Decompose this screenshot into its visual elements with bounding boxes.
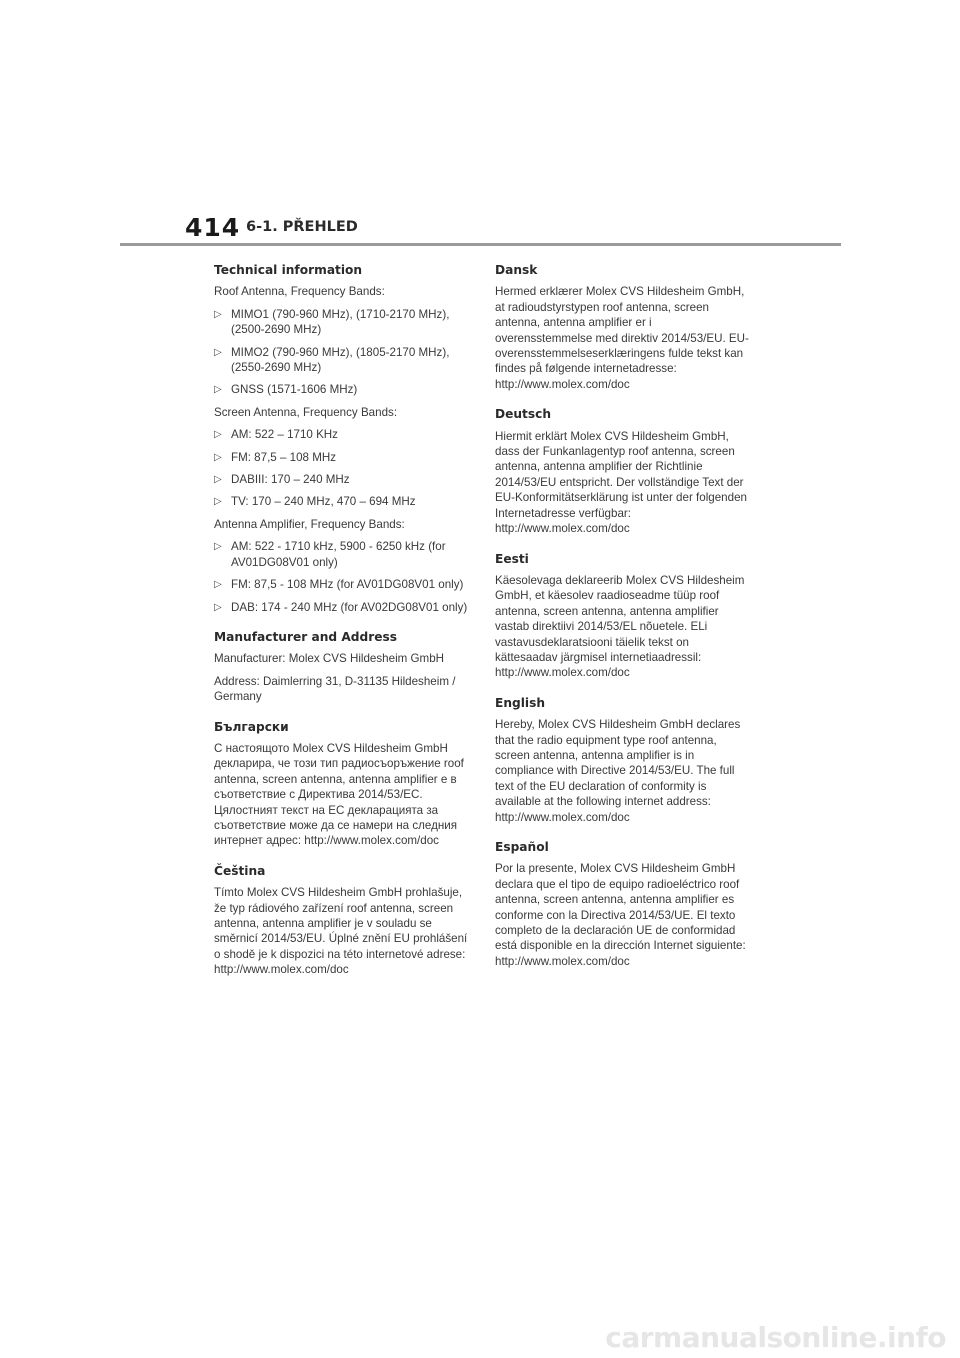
triangle-right-icon: ▷ [214,308,222,320]
triangle-right-icon: ▷ [214,474,222,486]
english-heading: English [495,695,546,710]
czech-text: Tímto Molex CVS Hildesheim GmbH prohlašuje, že typ rádiového zařízení roof antenna, screen antenna, antenna amplifier je v souladu se směrnicí 2014/53/EU. Úplné znění EU prohlášení o shodě je k dispozici na této internetové adrese: http://www.molex.com/doc [214,886,468,977]
page-number: 414 [185,213,241,242]
triangle-right-icon: ▷ [214,496,222,508]
triangle-right-icon: ▷ [214,541,222,553]
list-item: ▷ GNSS (1571-1606 MHz) [214,383,358,397]
manufacturer-heading: Manufacturer and Address [214,629,398,644]
header-rule [120,243,841,246]
right-column [495,263,750,976]
triangle-right-icon: ▷ [214,429,222,441]
bulgarian-heading: Български [214,719,289,734]
list-item: ▷ FM: 87,5 - 108 MHz (for AV01DG08V01 only) [214,578,464,592]
german-text: Hiermit erklärt Molex CVS Hildesheim GmbH, dass der Funkanlagentyp roof antenna, screen antenna, antenna amplifier der Richtlinie 2014/53/EU entspricht. Der vollständige Text der EU-Konformitätserklärung ist unter der folgenden Internetadresse verfügbar: http://www.molex.com/doc [495,429,747,536]
list-item: ▷ MIMO2 (790-960 MHz), (1805-2170 MHz), (2550-2690 MHz) [214,345,450,375]
triangle-right-icon: ▷ [214,384,222,396]
czech-heading: Čeština [214,863,266,878]
list-item: ▷ AM: 522 – 1710 KHz [214,428,338,442]
list-item: ▷ MIMO1 (790-960 MHz), (1710-2170 MHz), (2500-2690 MHz) [214,307,450,337]
watermark: carmanualsonline.info [605,1321,946,1354]
danish-text: Hermed erklærer Molex CVS Hildesheim GmbH, at radioudstyrstypen roof antenna, screen antenna, antenna amplifier er i overensstemmelse med direktiv 2014/53/EU. EU-overensstemmelseserklæringens fulde tekst kan findes på følgende internetadresse: http://www.molex.com/doc [495,285,749,391]
address-text: Address: Daimlerring 31, D-31135 Hildesheim / Germany [214,674,456,704]
manufacturer-text: Manufacturer: Molex CVS Hildesheim GmbH [214,652,445,666]
left-column [214,263,474,985]
danish-heading: Dansk [495,263,538,277]
german-heading: Deutsch [495,407,552,422]
spanish-heading: Español [495,840,549,854]
amplifier-list [214,539,474,615]
list-item: ▷ AM: 522 - 1710 kHz, 5900 - 6250 kHz (for AV01DG08V01 only) [214,540,446,569]
amplifier-intro: Antenna Amplifier, Frequency Bands: [214,517,405,531]
english-text: Hereby, Molex CVS Hildesheim GmbH declares that the radio equipment type roof antenna, screen antenna, antenna amplifier is in compliance with Directive 2014/53/EU. The full text of the EU declaration of conformity is available at the following internet address: http://www.molex.com/doc [495,718,741,824]
spanish-text: Por la presente, Molex CVS Hildesheim GmbH declara que el tipo de equipo radioeléctrico roof antenna, screen antenna, antenna amplifier es conforme con la Directiva 2014/53/UE. El texto completo de la declaración UE de conformidad está disponible en la dirección Internet siguiente: http://www.molex.com/doc [495,862,746,968]
list-item: ▷ DABIII: 170 – 240 MHz [214,473,350,487]
triangle-right-icon: ▷ [214,601,222,613]
triangle-right-icon: ▷ [214,579,222,591]
list-item: ▷ FM: 87,5 – 108 MHz [214,450,337,464]
bulgarian-text: С настоящото Molex CVS Hildesheim GmbH декларира, че този тип радиосъоръжение roof antenna, screen antenna, antenna amplifier е в съответствие с Директива 2014/53/ЕС. Цялостният текст на ЕС декларацията за съответствие може да се намери на следния интернет адрес: http://www.molex.com/doc [214,741,464,848]
triangle-right-icon: ▷ [214,346,222,358]
list-item: ▷ TV: 170 – 240 MHz, 470 – 694 MHz [214,495,416,509]
roof-antenna-list [214,307,474,398]
screen-antenna-intro: Screen Antenna, Frequency Bands: [214,405,398,419]
estonian-heading: Eesti [495,551,529,566]
triangle-right-icon: ▷ [214,451,222,463]
list-item: ▷ DAB: 174 - 240 MHz (for AV02DG08V01 only) [214,600,468,614]
estonian-text: Käesolevaga deklareerib Molex CVS Hildesheim GmbH, et käesolev raadioseadme tüüp roof antenna, screen antenna, antenna amplifier vastab direktiivi 2014/53/EL nõuetele. ELi vastavusdeklaratsiooni täielik tekst on kättesaadav järgmisel internetiaadressil: http://www.molex.com/doc [495,573,745,680]
section-title: 6-1. PŘEHLED [246,219,358,235]
technical-information-heading: Technical information [214,263,363,277]
screen-antenna-list [214,427,474,510]
roof-antenna-intro: Roof Antenna, Frequency Bands: [214,285,385,299]
